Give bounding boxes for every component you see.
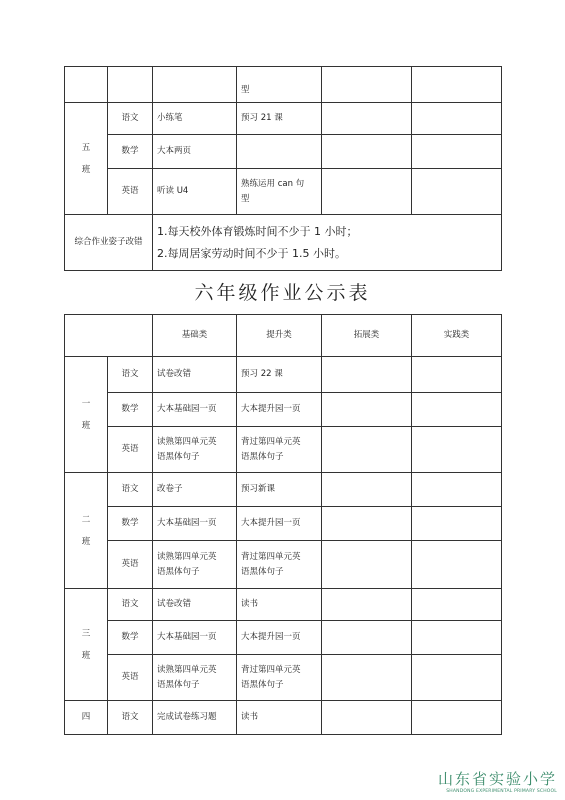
- class-label-3: 三 班: [65, 589, 108, 701]
- school-logo: [438, 768, 557, 794]
- basic-cell: 大本两页: [153, 135, 237, 169]
- table-row: [65, 541, 502, 589]
- page-title: 六年级作业公示表: [194, 282, 371, 304]
- subject-cell: 英语: [108, 169, 153, 215]
- subject-cell: 语文: [108, 473, 153, 507]
- table-row: [65, 701, 502, 735]
- improve-cell: [237, 135, 322, 169]
- cell-improve: 型: [237, 67, 322, 103]
- header-row: [65, 315, 502, 357]
- subject-cell: 数学: [108, 393, 153, 427]
- summary-label: 综合作业姿子改错: [65, 215, 153, 271]
- basic-cell: 试卷改错: [153, 589, 237, 621]
- header-extend: 拓展类: [322, 315, 412, 357]
- improve-cell: 预习 22 课: [237, 357, 322, 393]
- subject-cell: 英语: [108, 655, 153, 701]
- class-label-4: 四: [65, 701, 108, 735]
- subject-cell: 数学: [108, 621, 153, 655]
- grade5-homework-table: [64, 66, 502, 271]
- improve-cell: 背过第四单元英 语黑体句子: [237, 427, 322, 473]
- header-basic: 基础类: [153, 315, 237, 357]
- improve-cell: 大本提升园一页: [237, 393, 322, 427]
- subject-cell: 语文: [108, 589, 153, 621]
- basic-cell: 大本基础园一页: [153, 621, 237, 655]
- table-row: [65, 473, 502, 507]
- subject-cell: 数学: [108, 135, 153, 169]
- table-row: [65, 67, 502, 103]
- subject-cell: 数学: [108, 507, 153, 541]
- basic-cell: 大本基础园一页: [153, 393, 237, 427]
- improve-cell: 读书: [237, 701, 322, 735]
- class-label-1: 一 班: [65, 357, 108, 473]
- subject-cell: 英语: [108, 541, 153, 589]
- improve-cell: 熟练运用 can 句 型: [237, 169, 322, 215]
- table-row: [65, 507, 502, 541]
- table-row: [65, 427, 502, 473]
- table-row: [65, 393, 502, 427]
- table-row: [65, 357, 502, 393]
- grade6-homework-table: [64, 314, 502, 735]
- school-logo-name: 山东省实验小学: [437, 770, 557, 788]
- subject-cell: 语文: [108, 357, 153, 393]
- improve-cell: 背过第四单元英 语黑体句子: [237, 541, 322, 589]
- table-row: [65, 169, 502, 215]
- improve-cell: 大本提升园一页: [237, 507, 322, 541]
- summary-notes: 1.每天校外体育锻炼时间不少于 1 小时； 2.每周居家劳动时间不少于 1.5 小时。: [153, 215, 502, 271]
- basic-cell: 改卷子: [153, 473, 237, 507]
- basic-cell: 听读 U4: [153, 169, 237, 215]
- basic-cell: 读熟第四单元英 语黑体句子: [153, 541, 237, 589]
- basic-cell: 小练笔: [153, 103, 237, 135]
- subject-cell: 语文: [108, 701, 153, 735]
- improve-cell: 背过第四单元英 语黑体句子: [237, 655, 322, 701]
- school-logo-english: SHANDONG EXPERIMENTAL PRIMARY SCHOOL: [446, 789, 557, 794]
- basic-cell: 完成试卷练习题: [153, 701, 237, 735]
- basic-cell: 读熟第四单元英 语黑体句子: [153, 427, 237, 473]
- improve-cell: 预习 21 课: [237, 103, 322, 135]
- basic-cell: 读熟第四单元英 语黑体句子: [153, 655, 237, 701]
- summary-row: [65, 215, 502, 271]
- improve-cell: 大本提升园一页: [237, 621, 322, 655]
- basic-cell: 试卷改错: [153, 357, 237, 393]
- table-row: [65, 621, 502, 655]
- header-improve: 提升类: [237, 315, 322, 357]
- table-row: [65, 103, 502, 135]
- subject-cell: 英语: [108, 427, 153, 473]
- subject-cell: 语文: [108, 103, 153, 135]
- basic-cell: 大本基础园一页: [153, 507, 237, 541]
- class-label-5: 五 班: [65, 103, 108, 215]
- class-label-2: 二 班: [65, 473, 108, 589]
- header-practice: 实践类: [412, 315, 502, 357]
- table-row: [65, 655, 502, 701]
- improve-cell: 预习新课: [237, 473, 322, 507]
- table-row: [65, 589, 502, 621]
- improve-cell: 读书: [237, 589, 322, 621]
- table-row: [65, 135, 502, 169]
